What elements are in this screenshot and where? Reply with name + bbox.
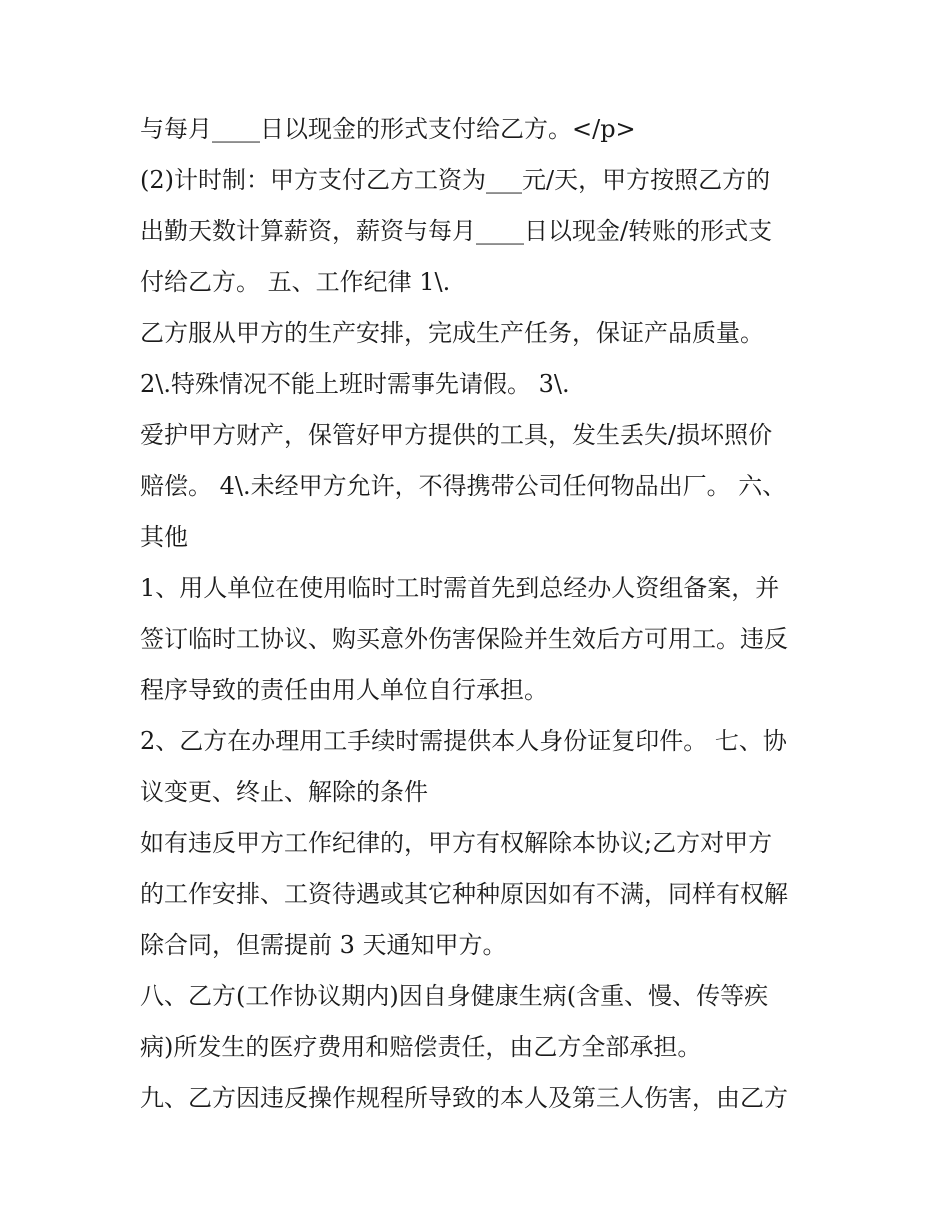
text-line: 赔偿。 4\.未经甲方允许，不得携带公司任何物品出厂。 六、 bbox=[140, 472, 787, 500]
text-line: 1、用人单位在使用临时工时需首先到总经办人资组备案，并 bbox=[140, 574, 780, 602]
text-line: 的工作安排、工资待遇或其它种种原因如有不满，同样有权解 bbox=[140, 880, 788, 908]
text-line: 签订临时工协议、购买意外伤害保险并生效后方可用工。违反 bbox=[140, 625, 788, 653]
text-line: 乙方服从甲方的生产安排，完成生产任务，保证产品质量。 bbox=[140, 319, 764, 347]
text-line: 2\.特殊情况不能上班时需事先请假。 3\. bbox=[140, 370, 570, 398]
text-line: 如有违反甲方工作纪律的，甲方有权解除本协议;乙方对甲方 bbox=[140, 829, 773, 857]
text-line: 议变更、终止、解除的条件 bbox=[140, 778, 428, 806]
text-line: 九、乙方因违反操作规程所导致的本人及第三人伤害，由乙方 bbox=[140, 1084, 788, 1112]
text-line: 2、乙方在办理用工手续时需提供本人身份证复印件。 七、协 bbox=[140, 727, 787, 755]
document-body bbox=[140, 104, 820, 1124]
text-line: 除合同，但需提前 3 天通知甲方。 bbox=[140, 931, 507, 959]
text-line: 八、乙方(工作协议期内)因自身健康生病(含重、慢、传等疾 bbox=[140, 982, 769, 1010]
text-line: (2)计时制：甲方支付乙方工资为___元/天，甲方按照乙方的 bbox=[140, 166, 771, 194]
text-line: 程序导致的责任由用人单位自行承担。 bbox=[140, 676, 548, 704]
text-line: 其他 bbox=[140, 523, 188, 551]
text-line: 付给乙方。 五、工作纪律 1\. bbox=[140, 268, 451, 296]
text-line: 出勤天数计算薪资，薪资与每月____日以现金/转账的形式支 bbox=[140, 217, 773, 245]
text-line: 爱护甲方财产，保管好甲方提供的工具，发生丢失/损坏照价 bbox=[140, 421, 773, 449]
text-line: 病)所发生的医疗费用和赔偿责任，由乙方全部承担。 bbox=[140, 1033, 702, 1061]
text-line: 与每月____日以现金的形式支付给乙方。</p> bbox=[140, 115, 636, 143]
